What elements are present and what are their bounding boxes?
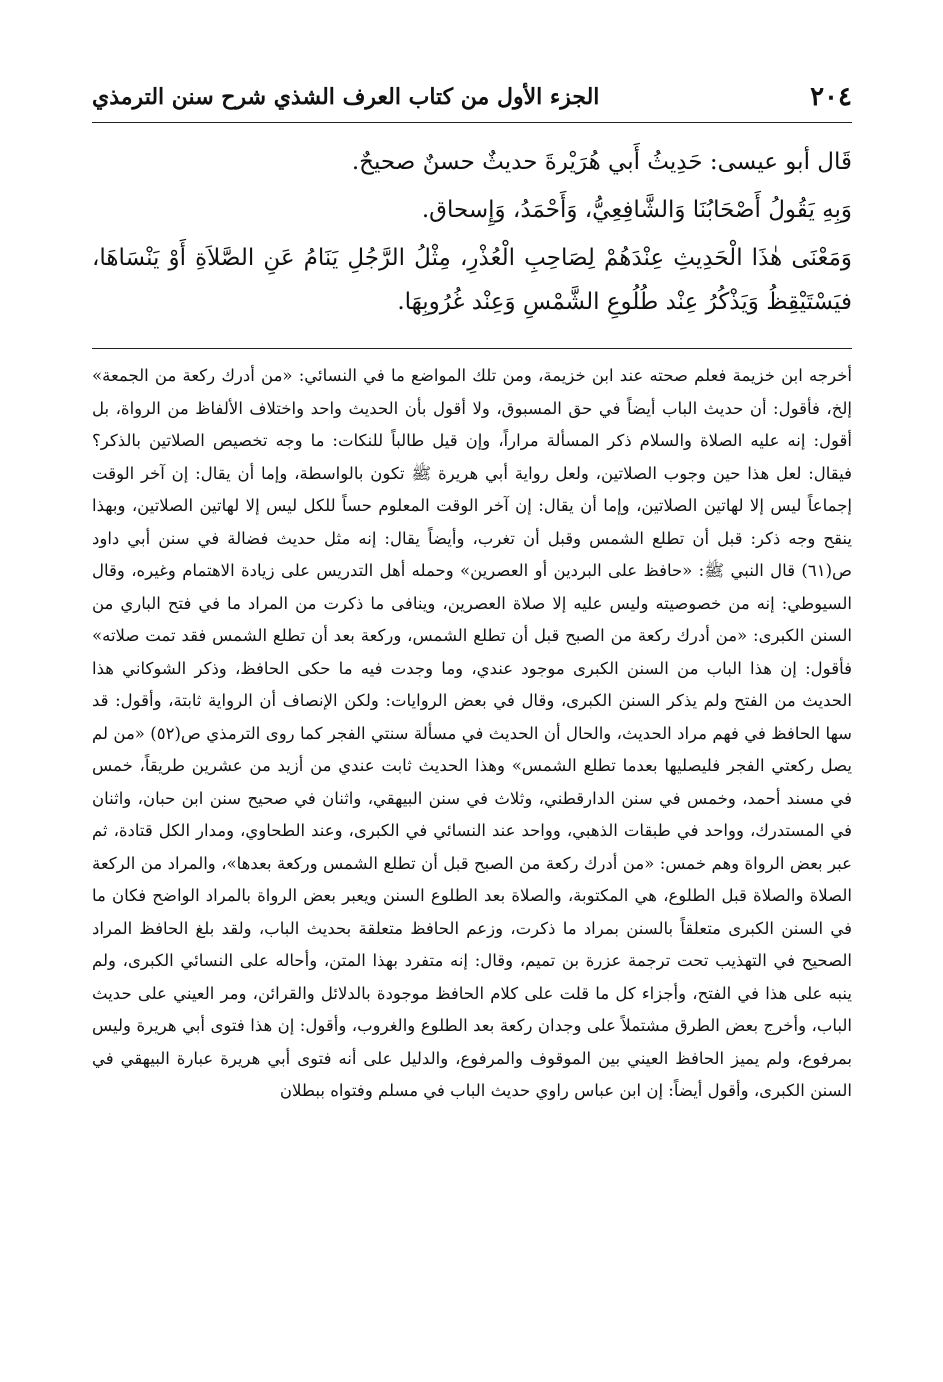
footnote-commentary: [92, 360, 852, 1108]
main-paragraph-3: وَمَعْنَى هٰذَا الْحَدِيثِ عِنْدَهُمْ لِصَاحِبِ الْعُذْرِ، مِثْلُ الرَّجُلِ يَنَامُ عَنِ الصَّلاَةِ أَوْ يَنْسَاهَا، فيَسْتَيْقِظُ وَيَذْكُرُ عِنْد طُلُوعِ الشَّمْسِ وَعِنْد غُرُوبِهَا.: [92, 245, 852, 315]
page-header: [92, 80, 852, 116]
footnote-divider: [92, 348, 852, 349]
page-number: ٢٠٤: [810, 82, 852, 112]
main-text: [92, 140, 852, 328]
header-divider: [92, 122, 852, 123]
main-paragraph-1: قَال أبو عيسى: حَدِيثُ أَبي هُرَيْرةَ حديثٌ حسنٌ صحيحٌ.: [351, 149, 852, 175]
main-paragraph-2: وَبِهِ يَقُولُ أَصْحَابُنَا وَالشَّافِعِيُّ، وَأَحْمَدُ، وَإِسحاق.: [421, 197, 852, 223]
footnote-text: أخرجه ابن خزيمة فعلم صحته عند ابن خزيمة، ومن تلك المواضع ما في النسائي: «من أدرك ركعة من الجمعة» إلخ، فأقول: أن حديث الباب أيضاً في حق المسبوق، ولا أقول بأن الحديث واحد واختلاف الألفاظ من الرواة، بل أقول: إنه عليه الصلاة والسلام ذكر المسألة مراراً، وإن قيل طالباً للنكات: ما وجه تخصيص الصلاتين بالذكر؟ فيقال: لعل هذا حين وجوب الصلاتين، ولعل رواية أبي هريرة ﷺ تكون بالواسطة، وإما أن يقال: إن آخر الوقت إجماعاً ليس إلا لهاتين الصلاتين، وإما أن يقال: إن آخر الوقت المعلوم حساً للكل ليس إلا لهاتين الصلاتين، وبهذا ينقح وجه ذكر: قبل أن تطلع الشمس وقبل أن تغرب، وأيضاً يقال: إنه مثل حديث فضالة في سنن أبي داود ص(٦١) قال النبي ﷺ: «حافظ على البردين أو العصرين» وحمله أهل التدريس على زيادة الاهتمام وغيره، وقال السيوطي: إنه من خصوصيته وليس عليه إلا صلاة العصرين، وينافى ما ذكرت من المراد ما في فتح الباري من السنن الكبرى: «من أدرك ركعة من الصبح قبل أن تطلع الشمس، وركعة بعد أن تطلع الشمس فقد تمت صلاته» فأقول: إن هذا الباب من السنن الكبرى موجود عندي، وما وجدت فيه ما حكى الحافظ، وذكر الشوكاني هذا الحديث من الفتح ولم يذكر السنن الكبرى، وقال في بعض الروايات: ولكن الإنصاف أن الرواية ثابتة، وأقول: قد سها الحافظ في فهم مراد الحديث، والحال أن الحديث في مسألة سنتي الفجر كما روى الترمذي ص(٥٢) «من لم يصل ركعتي الفجر فليصليها بعدما تطلع الشمس» وهذا الحديث ثابت عندي من أزيد من عشرين طريقاً، خمس في مسند أحمد، وخمس في سنن الدارقطني، وثلاث في سنن البيهقي، واثنان في صحيح سنن ابن حبان، واثنان في المستدرك، وواحد في طبقات الذهبي، وواحد عند النسائي في الكبرى، وعند الطحاوي، ومدار الكل قتادة، ثم عبر بعض الرواة وهم خمس: «من أدرك ركعة من الصبح قبل أن تطلع الشمس وركعة بعدها»، والمراد من الركعة الصلاة والصلاة قبل الطلوع، هي المكتوبة، والصلاة بعد الطلوع السنن ويعبر بعض الرواة بالمراد الواضح فكان ما في السنن الكبرى متعلقاً بالسنن بمراد ما ذكرت، وزعم الحافظ متعلقة بحديث الباب، ولقد بلغ الحافظ المراد الصحيح في التهذيب تحت ترجمة عزرة بن تميم، وقال: إنه متفرد بهذا المتن، وأحاله على النسائي الكبرى، ولم ينبه على هذا في الفتح، وأجزاء كل ما قلت على كلام الحافظ موجودة بالدلائل والقرائن، ومر العيني على حديث الباب، وأخرج بعض الطرق مشتملاً على وجدان ركعة بعد الطلوع والغروب، وأقول: إن هذا فتوى أبي هريرة وليس بمرفوع، ولم يميز الحافظ العيني بين الموقوف والمرفوع، والدليل على أنه فتوى أبي هريرة عبارة البيهقي في السنن الكبرى، وأقول أيضاً: إن ابن عباس راوي حديث الباب في مسلم وفتواه ببطلان: [92, 366, 853, 1100]
running-title: الجزء الأول من كتاب العرف الشذي شرح سنن الترمذي: [92, 84, 600, 110]
